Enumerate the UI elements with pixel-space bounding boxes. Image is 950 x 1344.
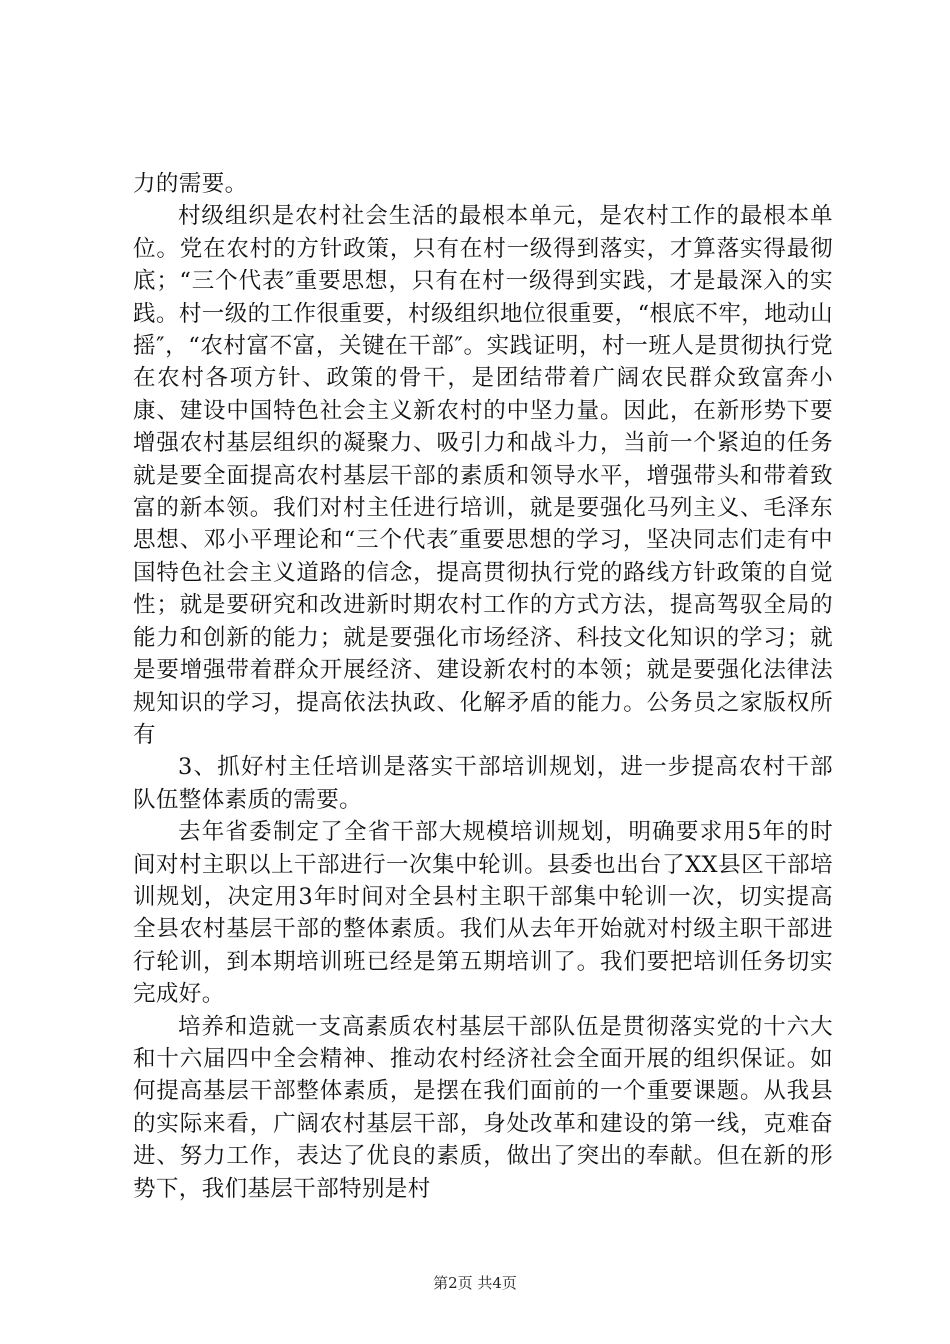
paragraph-training-plan: 去年省委制定了全省干部大规模培训规划，明确要求用5年的时间对村主职以上干部进行一次集中轮训。县委也出台了XX县区干部培训规划，决定用3年时间对全县村主职干部集中轮训一次，切实提高全县农村基层干部的整体素质。我们从去年开始就对村级主职干部进行轮训，到本期培训班已经是第五期培训了。我们要把培训任务切实完成好。 <box>133 819 833 1008</box>
page-number-footer: 第2页 共4页 <box>433 1274 517 1292</box>
paragraph-village-organization: 村级组织是农村社会生活的最根本单元，是农村工作的最根本单位。党在农村的方针政策，只有在村一级得到落实，才算落实得最彻底；“三个代表″重要思想，只有在村一级得到实践，才是最深入的实践。村一级的工作很重要，村级组织地位很重要，“根底不牢，地动山摇″，“农村富不富，关键在干部″。实践证明，村一班人是贯彻执行党在农村各项方针、政策的骨干，是团结带着广阔农民群众致富奔小康、建设中国特色社会主义新农村的中坚力量。因此，在新形势下要增强农村基层组织的凝聚力、吸引力和战斗力，当前一个紧迫的任务就是要全面提高农村基层干部的素质和领导水平，增强带头和带着致富的新本领。我们对村主任进行培训，就是要强化马列主义、毛泽东思想、邓小平理论和“三个代表″重要思想的学习，坚决同志们走有中国特色社会主义道路的信念，提高贯彻执行党的路线方针政策的自觉性；就是要研究和改进新时期农村工作的方式方法，提高驾驭全局的能力和创新的能力；就是要强化市场经济、科技文化知识的学习；就是要增强带着群众开展经济、建设新农村的本领；就是要强化法律法规知识的学习，提高依法执政、化解矛盾的能力。公务员之家版权所有 <box>133 203 833 748</box>
paragraph-cadre-team: 培养和造就一支高素质农村基层干部队伍是贯彻落实党的十六大和十六届四中全会精神、推动农村经济社会全面开展的组织保证。如何提高基层干部整体素质，是摆在我们面前的一个重要课题。从我县的实际来看，广阔农村基层干部，身处改革和建设的第一线，克难奋进、努力工作，表达了优良的素质，做出了突出的奉献。但在新的形势下，我们基层干部特别是村 <box>133 1013 833 1202</box>
paragraph-section-3-heading: 3、抓好村主任培训是落实干部培训规划，进一步提高农村干部队伍整体素质的需要。 <box>133 754 833 813</box>
document-body <box>133 168 833 1205</box>
paragraph-continuation: 力的需要。 <box>133 171 248 197</box>
